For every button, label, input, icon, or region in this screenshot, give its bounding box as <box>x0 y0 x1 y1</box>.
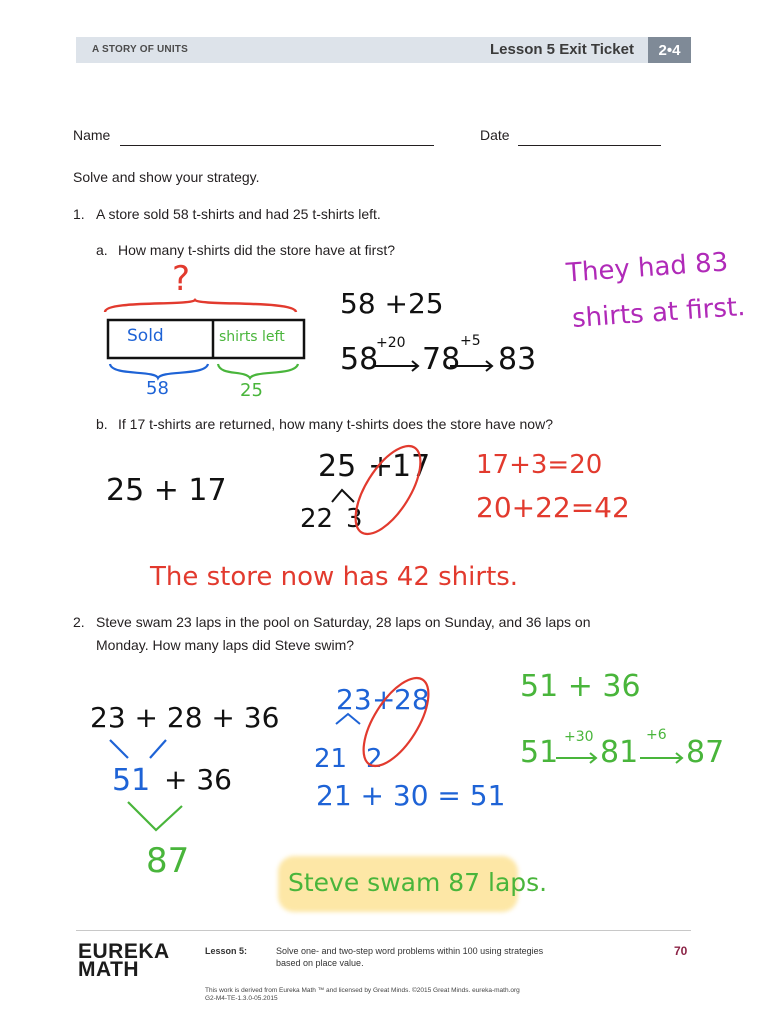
blue-split-lines <box>110 740 166 758</box>
p2-expr2-left: 23 <box>336 683 372 716</box>
problem1-text: A store sold 58 t-shirts and had 25 t-shirts left. <box>96 206 381 222</box>
p2-arrow-mid: 81 <box>600 735 639 770</box>
p2-circle-marks <box>320 670 450 780</box>
circle-mark <box>343 440 433 540</box>
p1b-part1: 22 <box>300 504 334 534</box>
p2-eq3: 21 + 30 = 51 <box>316 779 506 812</box>
p1a-arrow-end: 83 <box>498 342 537 377</box>
tape-part-sold: Sold <box>127 326 164 346</box>
p1b-answer: The store now has 42 shirts. <box>150 562 519 592</box>
series-title: A STORY OF UNITS <box>92 44 188 55</box>
p2-answer: Steve swam 87 laps. <box>288 868 548 897</box>
arrow-icon <box>556 753 596 763</box>
p2-expr2-plus: + <box>372 683 396 716</box>
p2-expr2-right: 28 <box>394 683 430 716</box>
p2-step1-right: + 36 <box>164 763 232 796</box>
p2-split2-part2: 2 <box>366 744 383 774</box>
p1b-expression: 25 + 17 <box>106 473 227 508</box>
page-number: 70 <box>674 944 688 958</box>
name-label: Name <box>73 127 111 143</box>
split-lines <box>336 714 360 724</box>
green-split-lines <box>128 802 182 830</box>
footer-lesson-label: Lesson 5: <box>205 946 248 956</box>
p2-arrow-step2: +6 <box>646 727 667 743</box>
footer-lesson-desc-2: based on place value. <box>276 958 364 968</box>
p2-arrow-step1: +30 <box>564 729 594 745</box>
date-line <box>518 145 661 146</box>
name-line <box>120 145 434 146</box>
p1a-step2: +5 <box>460 333 481 349</box>
arrow-icon <box>640 753 682 763</box>
p1a-arrow-mid: 78 <box>422 342 461 377</box>
p2-expr1: 23 + 28 + 36 <box>90 701 280 734</box>
footer-code: G2-M4-TE-1.3.0-05.2015 <box>205 995 278 1002</box>
p2-split-marks <box>100 730 210 840</box>
p1b-split-left: 25 <box>318 449 357 484</box>
arrow-icon <box>374 361 418 371</box>
p2-step1-left: 51 <box>112 763 151 798</box>
p2-arrow-start: 51 <box>520 735 559 770</box>
p1a-answer-line2: shirts at first. <box>571 291 747 335</box>
problem2-number: 2. <box>73 614 85 630</box>
problem1a-label: a. <box>96 242 108 258</box>
arrow-icon <box>450 361 492 371</box>
top-brace <box>105 300 296 312</box>
p1a-answer-line1: They had 83 <box>565 247 730 289</box>
footer-credit: This work is derived from Eureka Math ™ and licensed by Great Minds. ©2015 Great Minds. eureka-math.org <box>205 987 520 994</box>
footer-lesson-desc-1: Solve one- and two-step word problems within 100 using strategies <box>276 946 544 956</box>
p2-split2-part1: 21 <box>314 744 348 774</box>
tape-question-mark: ? <box>172 259 191 299</box>
p1b-split-right: 17 <box>392 449 431 484</box>
lesson-title: Lesson 5 Exit Ticket <box>490 41 634 58</box>
problem1b-label: b. <box>96 416 108 432</box>
tape-value-left: 25 <box>240 380 263 401</box>
circle-mark <box>351 670 441 776</box>
p1a-arrows <box>370 350 510 380</box>
p1a-step1: +20 <box>376 335 406 351</box>
p1a-arrow-start: 58 <box>340 342 379 377</box>
p2-arrows <box>552 744 692 774</box>
problem1-number: 1. <box>73 206 85 222</box>
p1a-expression: 58 +25 <box>340 287 444 320</box>
grade-module-badge: 2•4 <box>648 37 691 63</box>
date-label: Date <box>480 127 510 143</box>
p1b-split-marks <box>320 440 440 540</box>
problem1b-question: If 17 t-shirts are returned, how many t-shirts does the store have now? <box>118 416 553 432</box>
logo-eureka: EUREKA <box>78 940 170 963</box>
p1b-eq2: 20+22=42 <box>476 491 630 524</box>
problem2-text-line1: Steve swam 23 laps in the pool on Saturday, 28 laps on Sunday, and 36 laps on <box>96 614 591 630</box>
p1b-part2: 3 <box>346 504 363 534</box>
tape-part-left: shirts left <box>219 329 285 345</box>
footer-divider <box>76 930 691 931</box>
problem2-text-line2: Monday. How many laps did Steve swim? <box>96 637 355 653</box>
p1b-eq1: 17+3=20 <box>476 450 603 480</box>
split-lines <box>332 490 354 502</box>
p2-arrow-end: 87 <box>686 735 725 770</box>
p2-total: 87 <box>146 841 190 881</box>
right-brace <box>218 364 298 378</box>
p1b-split-plus: + <box>368 449 394 484</box>
problem1a-question: How many t-shirts did the store have at first? <box>118 242 395 258</box>
tape-value-sold: 58 <box>146 378 169 399</box>
instructions: Solve and show your strategy. <box>73 169 260 185</box>
p2-expr3: 51 + 36 <box>520 669 641 704</box>
left-brace <box>110 364 208 378</box>
logo-math: MATH <box>78 958 140 981</box>
